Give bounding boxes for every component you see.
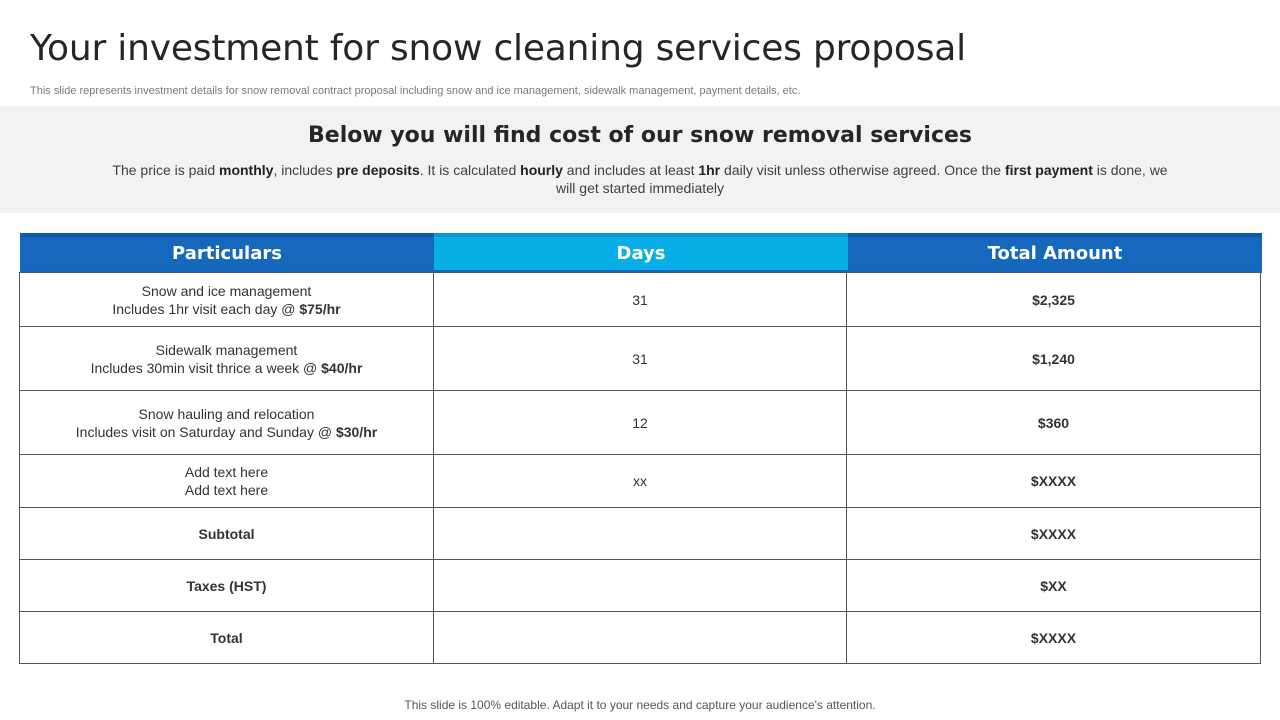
item-rate: $75/hr [299, 300, 341, 317]
table-row [20, 391, 1261, 455]
item-rate: $40/hr [321, 359, 363, 376]
empty-cell [434, 560, 847, 612]
item-detail-text: Add text here [184, 482, 269, 498]
item-detail [26, 359, 427, 377]
item-detail-text: Includes 1hr visit each day @ [112, 300, 300, 317]
page-subtitle: This slide represents investment details for snow removal contract proposal including snow and ice management, sidewalk management, payment details, etc. [30, 85, 801, 97]
band-description [110, 161, 1170, 197]
header-days: Days [434, 233, 848, 270]
band-text-bold: 1hr [698, 162, 721, 178]
days-cell: 31 [434, 273, 847, 327]
particulars-cell [20, 455, 434, 508]
item-detail-text: Includes visit on Saturday and Sunday @ [75, 423, 336, 440]
band-text-part: The price is paid [112, 162, 219, 178]
table-row [20, 273, 1261, 327]
total-label: Total [20, 612, 434, 664]
item-detail [26, 300, 427, 318]
info-band [0, 106, 1280, 213]
amount-cell: $360 [847, 391, 1261, 455]
item-detail [26, 481, 427, 499]
header-total-amount: Total Amount [848, 233, 1262, 270]
amount-cell: $1,240 [847, 327, 1261, 391]
total-amount: $XXXX [847, 612, 1261, 664]
band-heading: Below you will find cost of our snow removal services [308, 123, 972, 148]
subtotal-amount: $XXXX [847, 508, 1261, 560]
taxes-label: Taxes (HST) [20, 560, 434, 612]
item-name: Snow hauling and relocation [138, 405, 315, 422]
band-text-part: and includes at least [562, 162, 699, 178]
band-text-part: . It is calculated [419, 162, 521, 178]
days-cell: 12 [434, 391, 847, 455]
table-row [20, 327, 1261, 391]
cost-table [19, 272, 1261, 664]
item-detail-text: Includes 30min visit thrice a week @ [90, 359, 322, 376]
band-text-bold: first payment [1004, 162, 1093, 178]
band-text-bold: hourly [520, 162, 563, 178]
item-rate: $30/hr [335, 423, 378, 440]
band-text-part: , includes [273, 162, 337, 178]
amount-cell: $2,325 [847, 273, 1261, 327]
band-text-bold: monthly [219, 162, 274, 178]
band-text-bold: pre deposits [336, 162, 420, 178]
amount-cell: $XXXX [847, 455, 1261, 508]
empty-cell [434, 612, 847, 664]
summary-row [20, 508, 1261, 560]
header-particulars: Particulars [20, 233, 434, 270]
summary-row [20, 560, 1261, 612]
item-name: Snow and ice management [141, 282, 312, 299]
table-header [20, 233, 1262, 273]
particulars-cell [20, 391, 434, 455]
particulars-cell [20, 327, 434, 391]
item-detail [26, 423, 427, 441]
summary-row [20, 612, 1261, 664]
footer-note: This slide is 100% editable. Adapt it to your needs and capture your audience's attention. [404, 698, 876, 712]
item-name: Sidewalk management [155, 341, 298, 358]
taxes-amount: $XX [847, 560, 1261, 612]
band-text-part: daily visit unless otherwise agreed. Once the [720, 162, 1005, 178]
days-cell: 31 [434, 327, 847, 391]
empty-cell [434, 508, 847, 560]
band-text-part: is done, we will get started immediately [555, 162, 1168, 196]
subtotal-label: Subtotal [20, 508, 434, 560]
days-cell: xx [434, 455, 847, 508]
item-name: Add text here [184, 464, 269, 480]
table-row [20, 455, 1261, 508]
page-title: Your investment for snow cleaning services proposal [30, 28, 966, 69]
particulars-cell [20, 273, 434, 327]
